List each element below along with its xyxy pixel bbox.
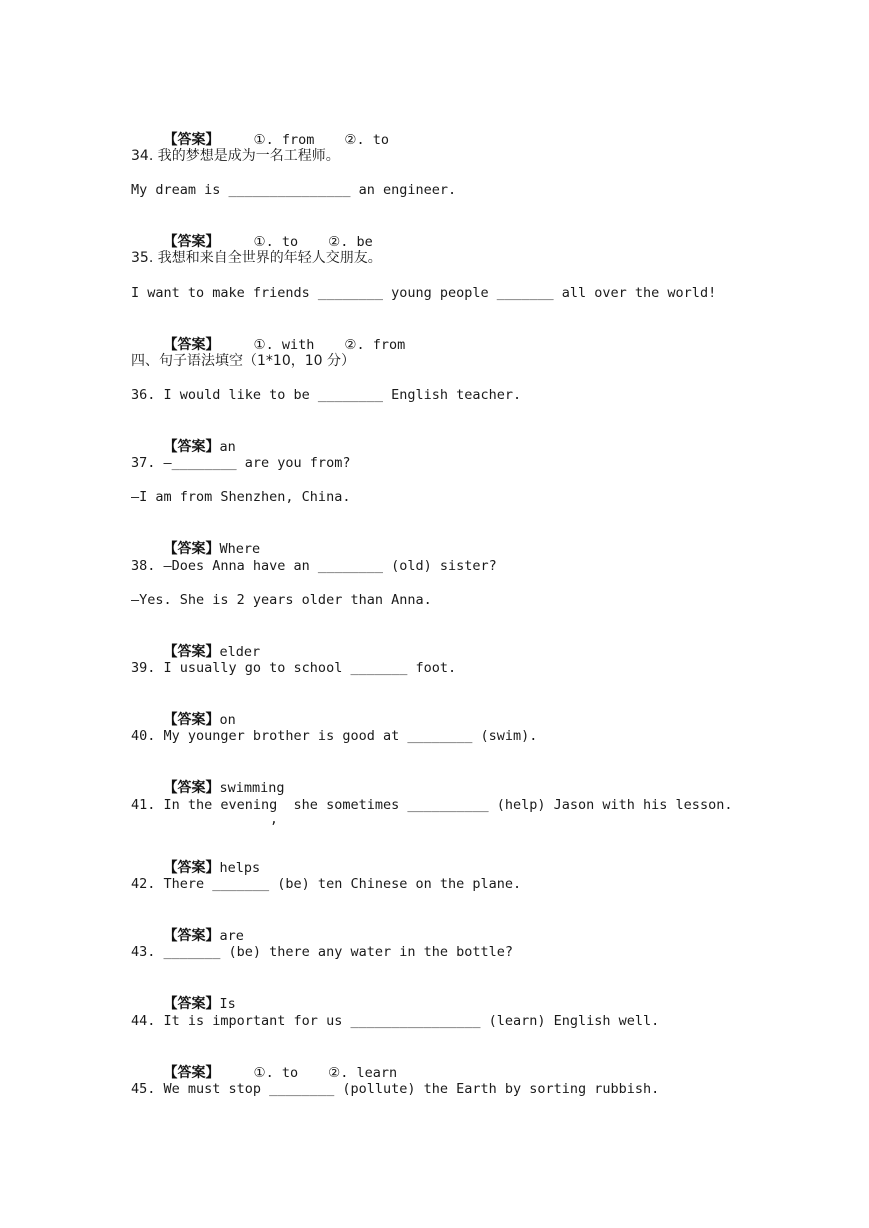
question-37-line-2: —I am from Shenzhen, China. — [131, 489, 351, 505]
answer-row-39 — [131, 693, 236, 728]
answer-row-35 — [131, 318, 406, 353]
answer-value: are — [219, 928, 244, 944]
answer-row-42 — [131, 909, 244, 944]
question-45: 45. We must stop ________ (pollute) the Earth by sorting rubbish. — [131, 1081, 660, 1097]
question-36: 36. I would like to be ________ English teacher. — [131, 387, 522, 403]
answer-label: 【答案】 — [163, 644, 220, 660]
question-35-english: I want to make friends ________ young people _______ all over the world! — [131, 285, 717, 301]
answer-label: 【答案】 — [163, 541, 220, 557]
answer-label: 【答案】 — [163, 712, 220, 728]
answer-part-2: ②. to — [344, 132, 390, 148]
answer-row-44 — [131, 1046, 398, 1081]
answer-row-38 — [131, 625, 261, 660]
answer-part-2: ②. from — [344, 337, 406, 353]
answer-value: Where — [219, 541, 261, 557]
question-39: 39. I usually go to school _______ foot. — [131, 660, 457, 676]
question-34-english: My dream is _______________ an engineer. — [131, 182, 457, 198]
answer-part-1: ①. with — [253, 337, 315, 353]
question-34-chinese: 34. 我的梦想是成为一名工程师。 — [131, 148, 340, 164]
answer-label: 【答案】 — [163, 234, 220, 250]
answer-row-34 — [131, 215, 373, 250]
answer-part-1: ①. from — [253, 132, 315, 148]
question-38-line-1: 38. —Does Anna have an ________ (old) sister? — [131, 558, 497, 574]
answer-row-43 — [131, 977, 236, 1012]
answer-label: 【答案】 — [163, 439, 220, 455]
answer-label: 【答案】 — [163, 996, 220, 1012]
answer-part-1: ①. to — [253, 1065, 299, 1081]
answer-row-33 — [131, 113, 390, 148]
answer-part-2: ②. learn — [328, 1065, 398, 1081]
answer-value: on — [219, 712, 236, 728]
answer-label: 【答案】 — [163, 1065, 220, 1081]
answer-value: an — [219, 439, 236, 455]
answer-label: 【答案】 — [163, 132, 220, 148]
question-37-line-1: 37. —________ are you from? — [131, 455, 351, 471]
answer-part-1: ①. to — [253, 234, 299, 250]
answer-label: 【答案】 — [163, 780, 220, 796]
question-44: 44. It is important for us ________________ (learn) English well. — [131, 1013, 660, 1029]
answer-value: elder — [219, 644, 261, 660]
answer-row-41 — [131, 841, 261, 876]
question-42: 42. There _______ (be) ten Chinese on the plane. — [131, 876, 522, 892]
stray-comma: , — [270, 812, 278, 827]
answer-part-2: ②. be — [328, 234, 373, 250]
answer-label: 【答案】 — [163, 337, 220, 353]
answer-value: helps — [219, 860, 261, 876]
answer-label: 【答案】 — [163, 860, 220, 876]
answer-label: 【答案】 — [163, 928, 220, 944]
answer-row-36 — [131, 420, 236, 455]
question-38-line-2: —Yes. She is 2 years older than Anna. — [131, 592, 432, 608]
question-40: 40. My younger brother is good at ________ (swim). — [131, 728, 538, 744]
question-43: 43. _______ (be) there any water in the bottle? — [131, 944, 514, 960]
question-41: 41. In the evening she sometimes __________ (help) Jason with his lesson. — [131, 797, 733, 813]
section-heading-4: 四、句子语法填空（1*10，10 分） — [131, 353, 355, 369]
answer-row-40 — [131, 761, 285, 796]
answer-value: Is — [219, 996, 236, 1012]
question-35-chinese: 35. 我想和来自全世界的年轻人交朋友。 — [131, 250, 382, 266]
answer-row-37 — [131, 522, 261, 557]
answer-value: swimming — [219, 780, 285, 796]
